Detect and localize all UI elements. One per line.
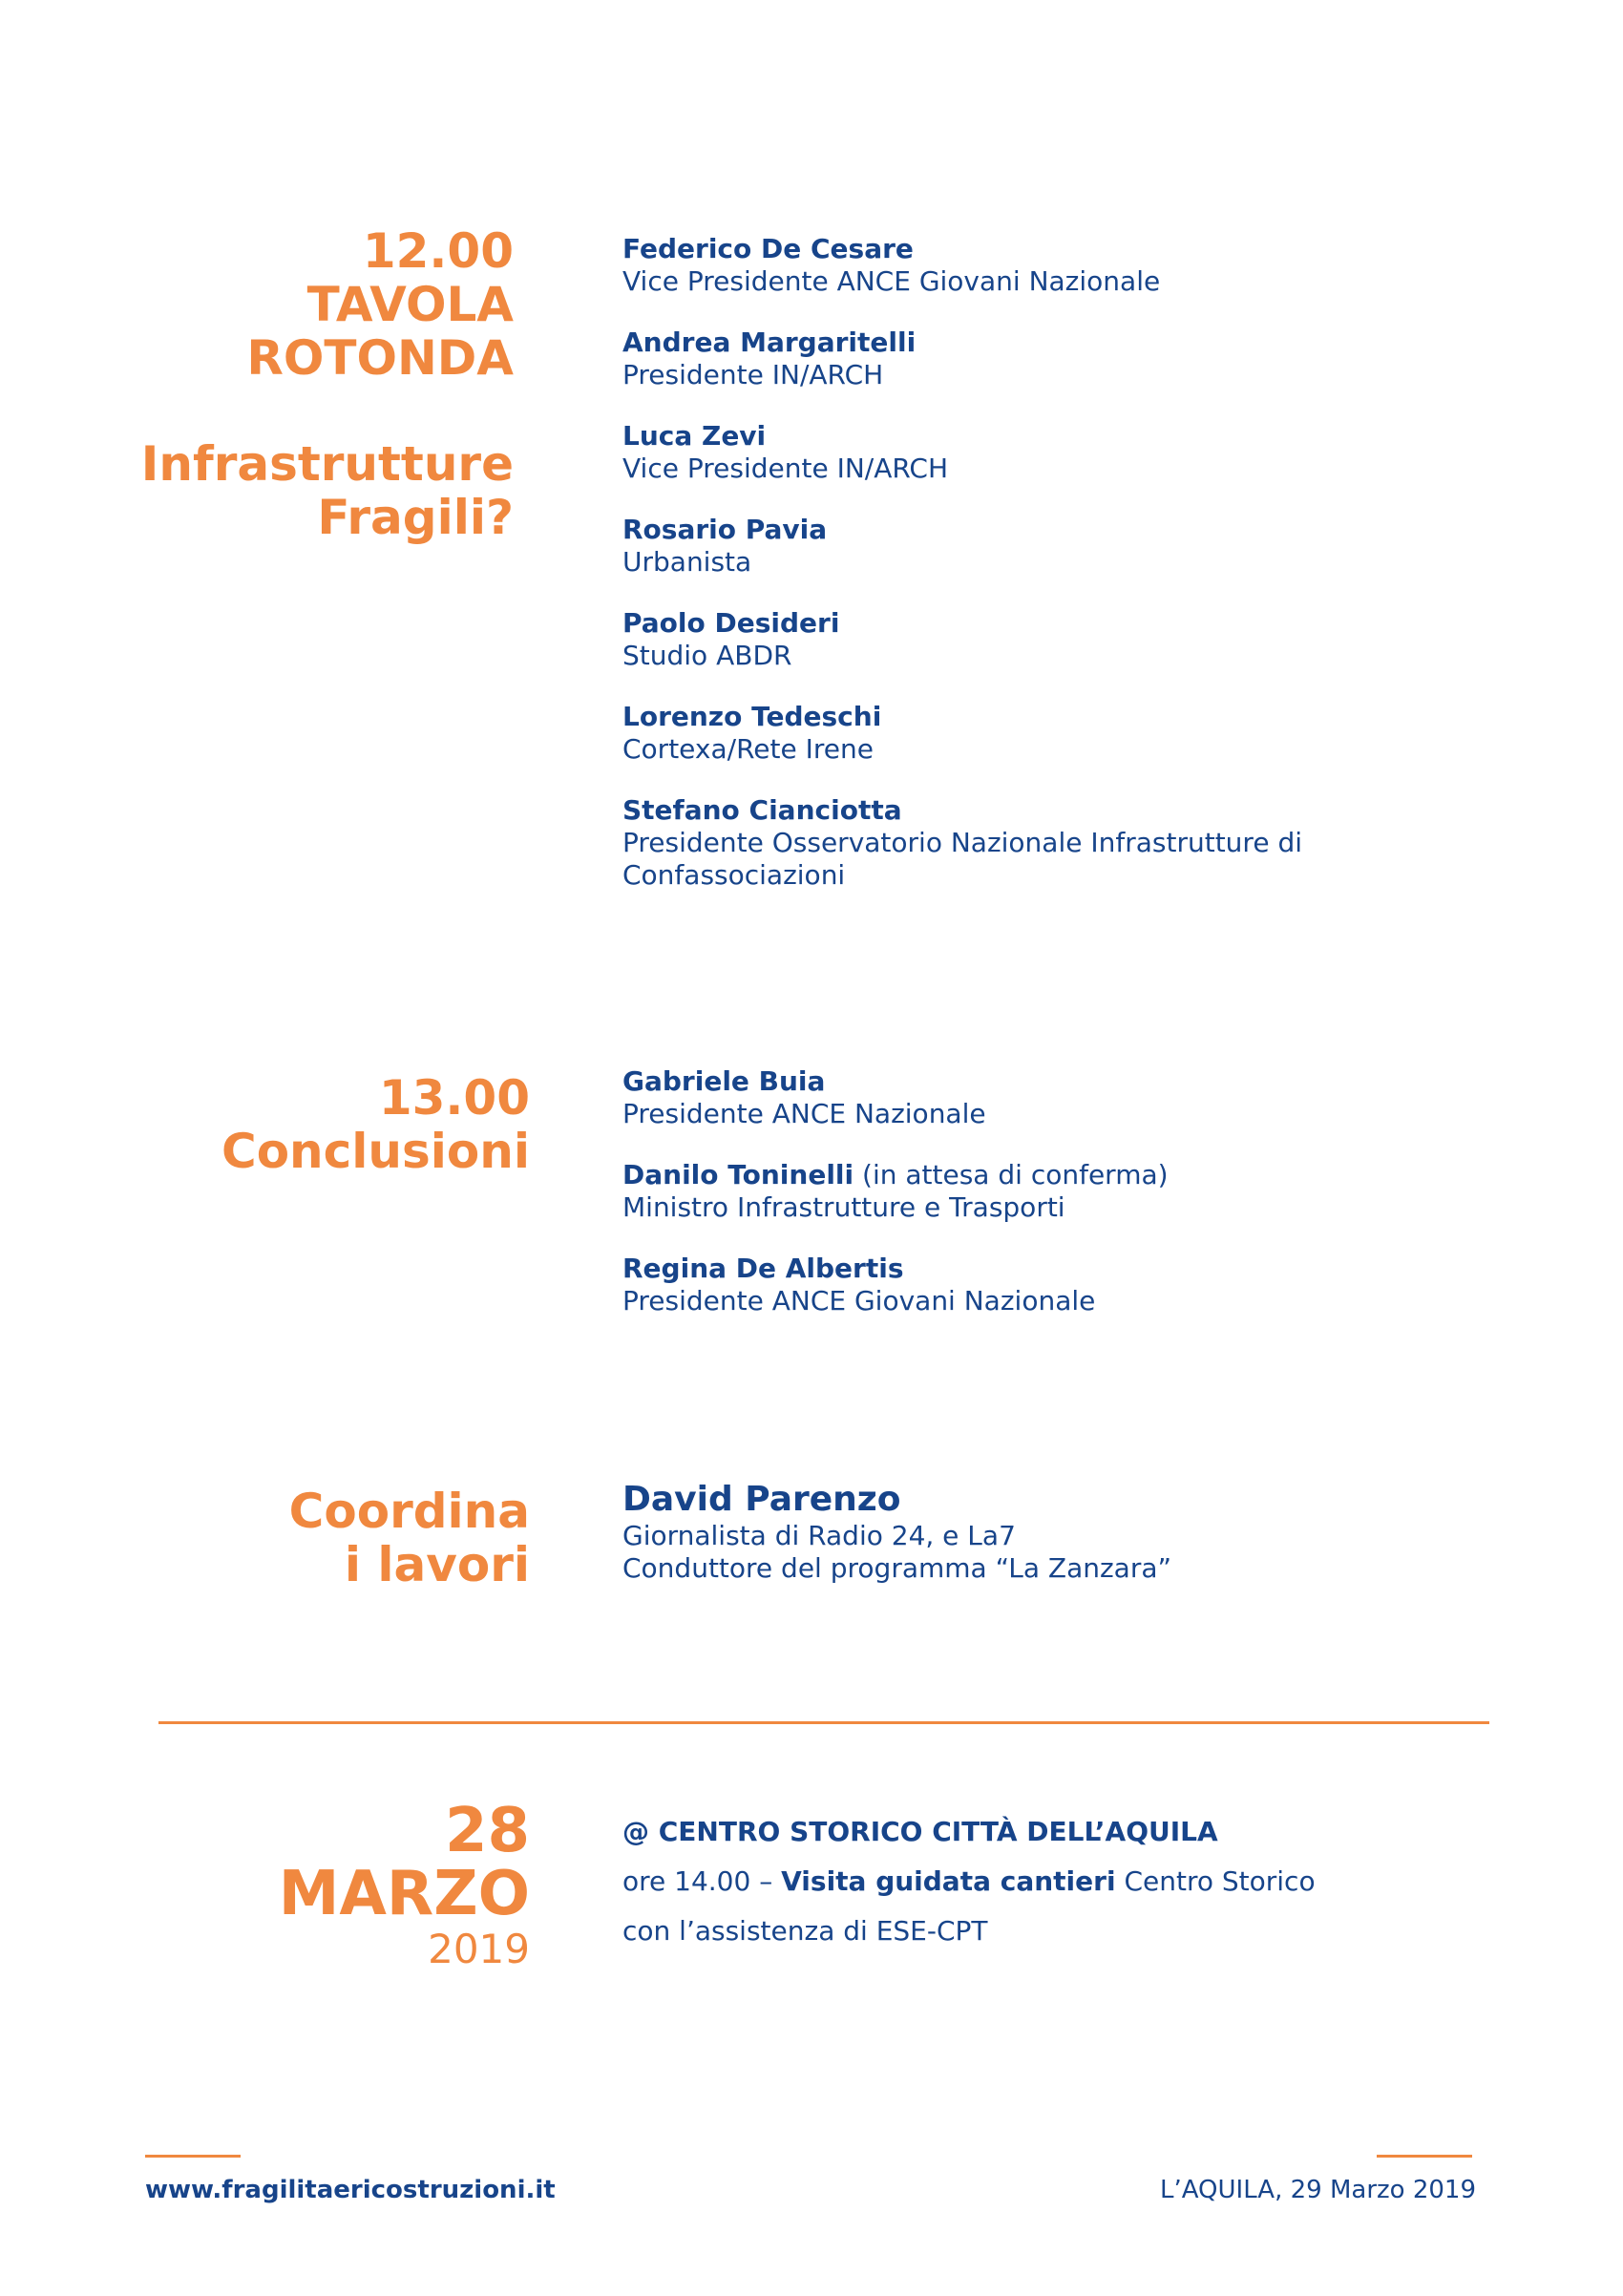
section1-title-line2: ROTONDA — [246, 330, 514, 386]
section2-title: Conclusioni — [221, 1124, 530, 1179]
speaker-item — [622, 607, 1302, 672]
speaker-role: Studio ABDR — [622, 640, 792, 671]
speaker-name: Paolo Desideri — [622, 607, 840, 639]
footer-place-date: L’AQUILA, 29 Marzo 2019 — [1159, 2176, 1476, 2204]
speaker-item — [622, 514, 1302, 579]
moderator-name: David Parenzo — [622, 1480, 901, 1519]
speaker-name: Danilo Toninelli — [622, 1159, 854, 1190]
section1-speaker-list — [622, 233, 1302, 920]
moderator-role-line1: Giornalista di Radio 24, e La7 — [622, 1520, 1016, 1551]
speaker-item — [622, 1253, 1169, 1317]
date-month: MARZO — [278, 1859, 530, 1929]
speaker-role: Urbanista — [622, 546, 752, 578]
speaker-role: Presidente IN/ARCH — [622, 359, 884, 390]
section3-heading — [289, 1485, 530, 1591]
speaker-name: Regina De Albertis — [622, 1253, 904, 1284]
footer-website[interactable]: www.fragilitaericostruzioni.it — [145, 2176, 556, 2204]
speaker-name: Federico De Cesare — [622, 233, 914, 264]
speaker-role: Cortexa/Rete Irene — [622, 733, 874, 765]
footer-line-right — [1377, 2155, 1472, 2158]
section1-heading — [246, 224, 514, 385]
speaker-item — [622, 1159, 1169, 1224]
section1-subtitle-line1: Infrastrutture — [140, 436, 514, 492]
speaker-role: Vice Presidente ANCE Giovani Nazionale — [622, 265, 1161, 297]
speaker-name: Rosario Pavia — [622, 514, 828, 545]
speaker-role: Ministro Infrastrutture e Trasporti — [622, 1191, 1065, 1223]
date-day: 28 — [444, 1796, 530, 1866]
event-assistance: con l’assistenza di ESE-CPT — [622, 1915, 988, 1947]
section3-moderator — [622, 1480, 1171, 1585]
moderator-role-line2: Conduttore del programma “La Zanzara” — [622, 1552, 1172, 1584]
event-visit — [622, 1865, 1316, 1898]
section2-time: 13.00 — [378, 1070, 530, 1126]
speaker-name-line — [622, 1159, 1169, 1191]
speaker-role: Vice Presidente IN/ARCH — [622, 453, 949, 484]
speaker-item — [622, 794, 1302, 892]
speaker-item — [622, 233, 1302, 298]
date-year: 2019 — [428, 1926, 530, 1972]
section-divider — [158, 1721, 1489, 1724]
speaker-role: Presidente ANCE Giovani Nazionale — [622, 1285, 1096, 1317]
speaker-item — [622, 1065, 1169, 1130]
section2-speaker-list — [622, 1065, 1169, 1346]
speaker-item — [622, 326, 1302, 391]
speaker-role: Presidente Osservatorio Nazionale Infrastrutture di — [622, 827, 1303, 858]
section1-title-line1: TAVOLA — [306, 277, 514, 332]
speaker-role: Presidente ANCE Nazionale — [622, 1098, 986, 1129]
speaker-item — [622, 420, 1302, 485]
section1-subtitle — [141, 437, 514, 544]
date-block — [278, 1796, 530, 1973]
visit-suffix: Centro Storico — [1115, 1865, 1316, 1897]
speaker-note: (in attesa di conferma) — [854, 1159, 1169, 1190]
section3-title-line2: i lavori — [344, 1537, 530, 1592]
footer-line-left — [145, 2155, 241, 2158]
speaker-name: Gabriele Buia — [622, 1065, 826, 1097]
speaker-name: Andrea Margaritelli — [622, 326, 917, 358]
speaker-name: Stefano Cianciotta — [622, 794, 902, 826]
speaker-name: Luca Zevi — [622, 420, 767, 452]
section2-heading — [221, 1071, 530, 1178]
visit-prefix: ore 14.00 – — [622, 1865, 782, 1897]
speaker-role-continued: Confassociazioni — [622, 859, 846, 891]
section1-subtitle-line2: Fragili? — [317, 490, 514, 545]
speaker-item — [622, 701, 1302, 766]
section1-time: 12.00 — [362, 223, 514, 279]
visit-bold: Visita guidata cantieri — [781, 1865, 1116, 1897]
section3-title-line1: Coordina — [288, 1484, 530, 1539]
speaker-name: Lorenzo Tedeschi — [622, 701, 882, 732]
event-location: @ CENTRO STORICO CITTÀ DELL’AQUILA — [622, 1816, 1218, 1847]
